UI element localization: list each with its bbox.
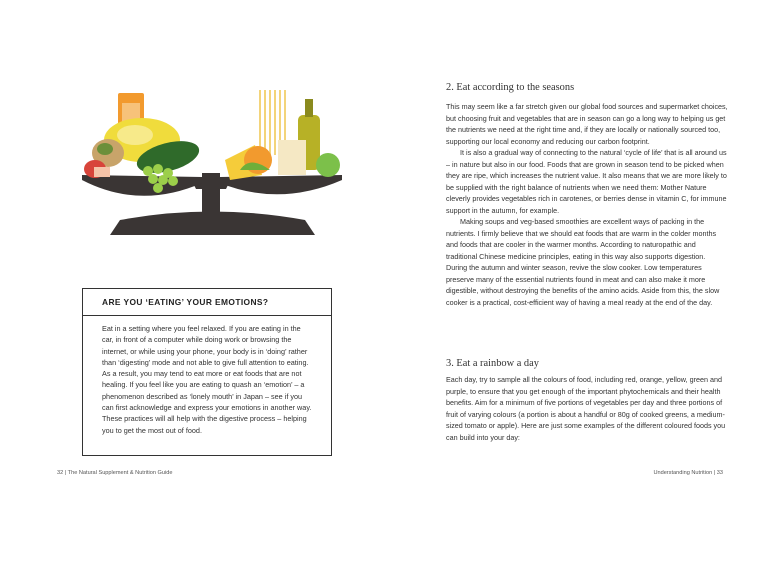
right-page [392,0,783,573]
box-heading: ARE YOU ‘EATING’ YOUR EMOTIONS? [83,289,331,316]
section-heading-seasons: 2. Eat according to the seasons [446,82,575,93]
paragraph: Making soups and veg-based smoothies are excellent ways of packing in the nutrients. I firmly believe that we should eat foods that are warm in the colder months and foods that are cooler in the warmer months. According to naturopathic and traditional Chinese medicine principles, eating in this way also supports digestion. [446,217,717,261]
paragraph: During the autumn and winter season, revive the slow cooker. Low temperatures preserve many of the essential nutrients found in meat and can also make it more digestible, without destroying the benefits of the amino acids. Aside from this, the slow cooker is a practical, cost-efficient way of having a meal ready at the end of the day. [446,263,720,307]
paragraph: This may seem like a far stretch given our global food sources and supermarket choices, but choosing fruit and vegetables that are in season can go a long way to helping us get the nutrients we need at the right time and, if they are locally or nationally sourced too, supporting our local economy and reducing our carbon footprint. [446,102,728,146]
seasons-text [446,101,728,308]
food-scale-illustration [80,85,345,240]
box-body-text: Eat in a setting where you feel relaxed. If you are eating in the car, in front of a computer while doing work or browsing the internet, or while using your phone, your body is in ‘doing’ rather than ‘digesting’ mode and not able to give full attention to eating. As a result, you may tend to eat more or eat foods that are not healing. If you feel like you are eating to quash an ‘emotion’ – a phenomenon described as ‘lonely mouth’ in Japan – see if you can first acknowledge and express your emotions in another way. These practices will all help with the digestive process – helping you to get the most out of food. [102,324,312,435]
paragraph: Each day, try to sample all the colours of food, including red, orange, yellow, green and purple, to ensure that you get enough of the important phytochemicals and their health benefits. Aim for a minimum of five portions of vegetables per day and three portions of fruit of varying colours (a portion is about a handful or 80g of cooked greens, a medium-sized tomato or apple). Here are just some examples of the different coloured foods you can build into your day: [446,375,726,442]
emotions-box [82,288,332,456]
rainbow-text [446,374,728,443]
paragraph: It is also a gradual way of connecting to the natural ‘cycle of life’ that is all around us – in nature but also in our food. Foods that are grown in season tend to be picked when they are ripe, which increases the nutrient value. It also means that we are more likely to be supplied with the right balance of nutrients when we need them: Mother Nature cleverly provides vegetables rich in carotenes, or berries dense in vitamin C, for immune support in the autumn, for example. [446,148,727,215]
page-footer-left: 32 | The Natural Supplement & Nutrition Guide [57,470,173,476]
left-page [0,0,391,573]
page-footer-right: Understanding Nutrition | 33 [653,470,723,476]
section-heading-rainbow: 3. Eat a rainbow a day [446,358,539,369]
